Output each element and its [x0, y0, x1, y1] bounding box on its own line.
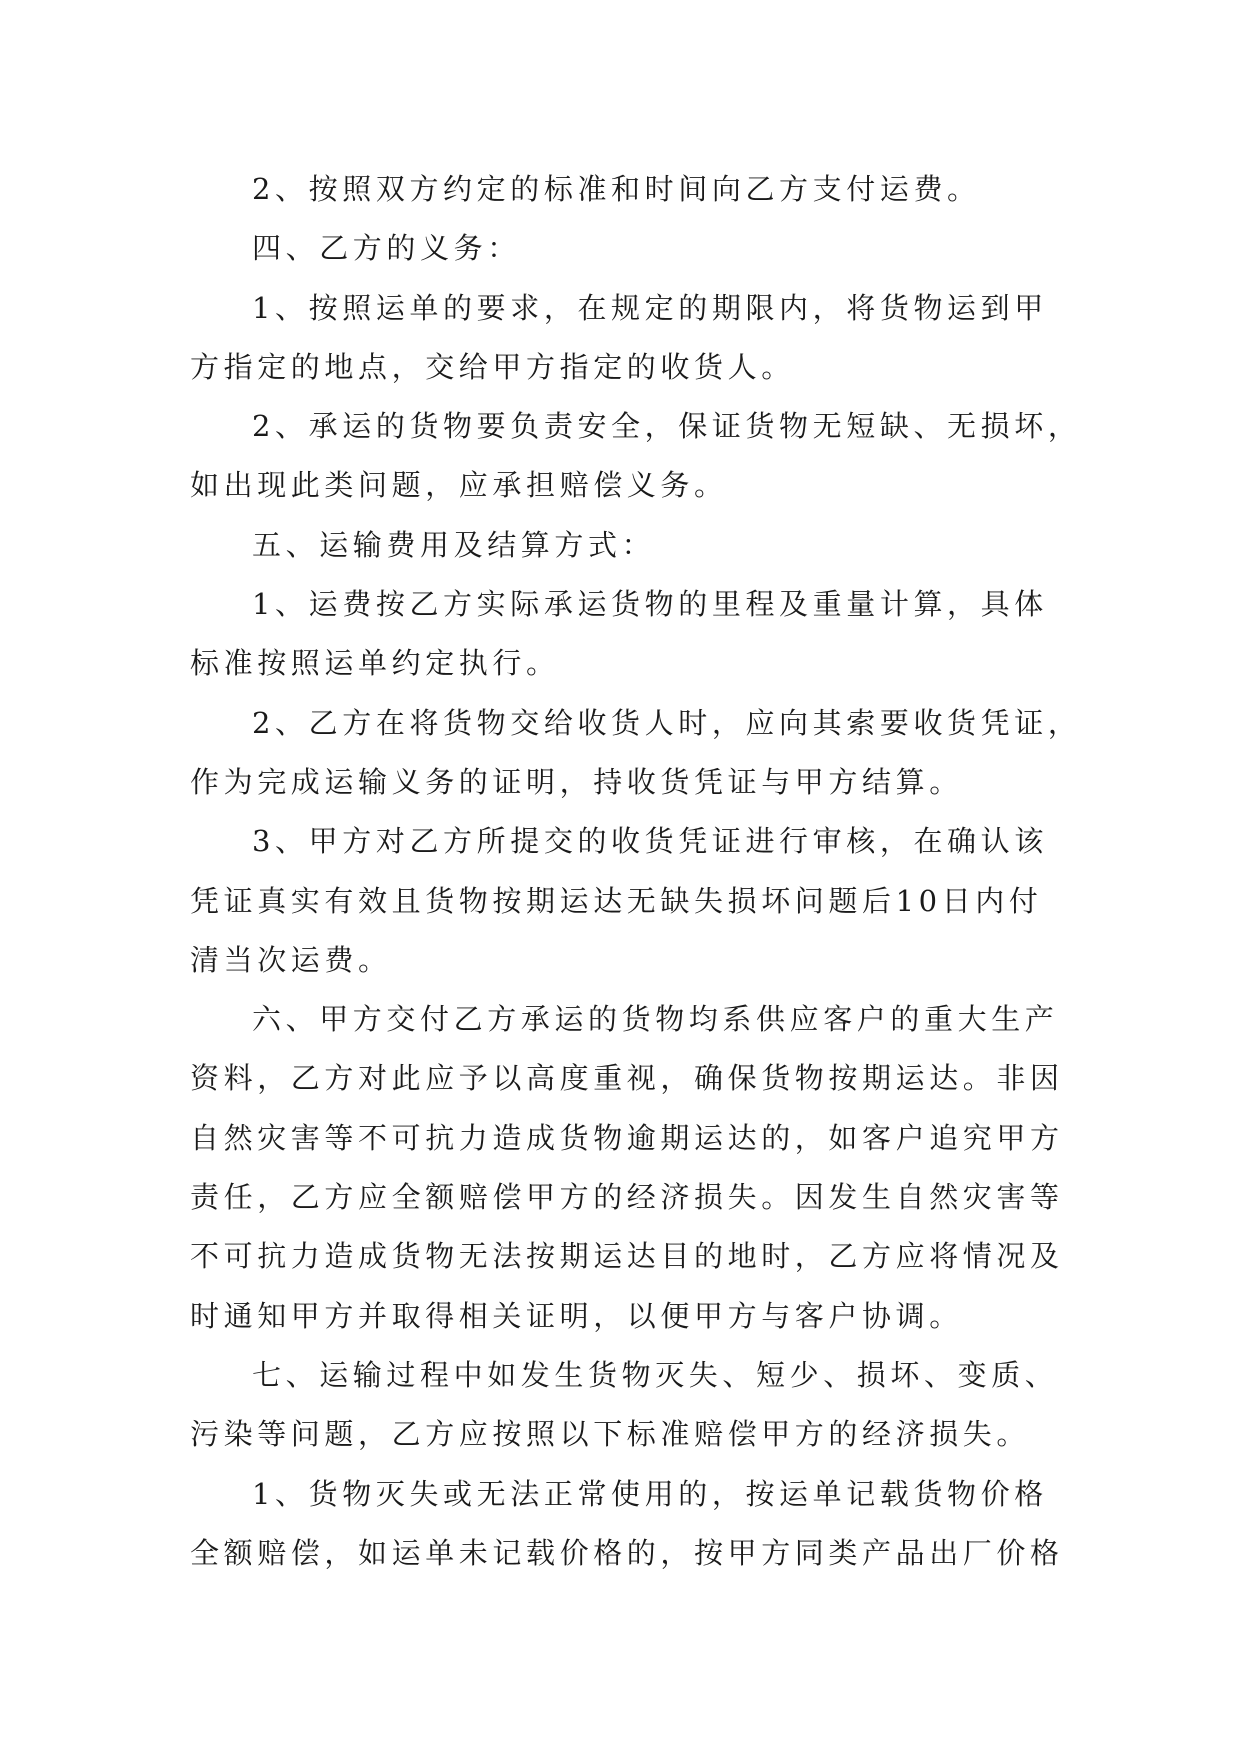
text-line: 凭证真实有效且货物按期运达无缺失损坏问题后10日内付 — [190, 883, 1043, 918]
text-line: 作为完成运输义务的证明，持收货凭证与甲方结算。 — [190, 764, 963, 799]
text-line: 清当次运费。 — [190, 942, 392, 977]
text-line: 2、按照双方约定的标准和时间向乙方支付运费。 — [252, 172, 981, 206]
text-line: 责任，乙方应全额赔偿甲方的经济损失。因发生自然灾害等 — [190, 1180, 1064, 1215]
text-line: 3、甲方对乙方所提交的收货凭证进行审核，在确认该 — [252, 824, 1048, 859]
text-line: 如出现此类问题，应承担赔偿义务。 — [190, 468, 728, 503]
text-line: 自然灾害等不可抗力造成货物逾期运达的，如客户追究甲方 — [190, 1120, 1064, 1155]
text-line: 1、按照运单的要求，在规定的期限内，将货物运到甲 — [252, 290, 1048, 325]
text-line: 标准按照运单约定执行。 — [190, 646, 560, 681]
section-heading: 四、乙方的义务： — [252, 231, 521, 266]
section-heading: 六、甲方交付乙方承运的货物均系供应客户的重大生产 — [252, 1002, 1059, 1037]
text-line: 全额赔偿，如运单未记载价格的，按甲方同类产品出厂价格 — [190, 1535, 1064, 1570]
text-line: 1、运费按乙方实际承运货物的里程及重量计算，具体 — [252, 587, 1048, 622]
text-line: 资料，乙方对此应予以高度重视，确保货物按期运达。非因 — [190, 1061, 1064, 1096]
text-line: 2、承运的货物要负责安全，保证货物无短缺、无损坏， — [252, 409, 1082, 444]
text-line: 2、乙方在将货物交给收货人时，应向其索要收货凭证， — [252, 705, 1082, 740]
text-line: 时通知甲方并取得相关证明，以便甲方与客户协调。 — [190, 1298, 963, 1333]
text-line: 方指定的地点，交给甲方指定的收货人。 — [190, 349, 795, 384]
text-line: 污染等问题，乙方应按照以下标准赔偿甲方的经济损失。 — [190, 1417, 1031, 1452]
section-heading: 七、运输过程中如发生货物灭失、短少、损坏、变质、 — [252, 1357, 1059, 1392]
text-line: 1、货物灭失或无法正常使用的，按运单记载货物价格 — [252, 1476, 1048, 1511]
document-body — [190, 160, 1082, 1583]
section-heading: 五、运输费用及结算方式： — [252, 527, 656, 562]
text-line: 不可抗力造成货物无法按期运达目的地时，乙方应将情况及 — [190, 1239, 1064, 1274]
